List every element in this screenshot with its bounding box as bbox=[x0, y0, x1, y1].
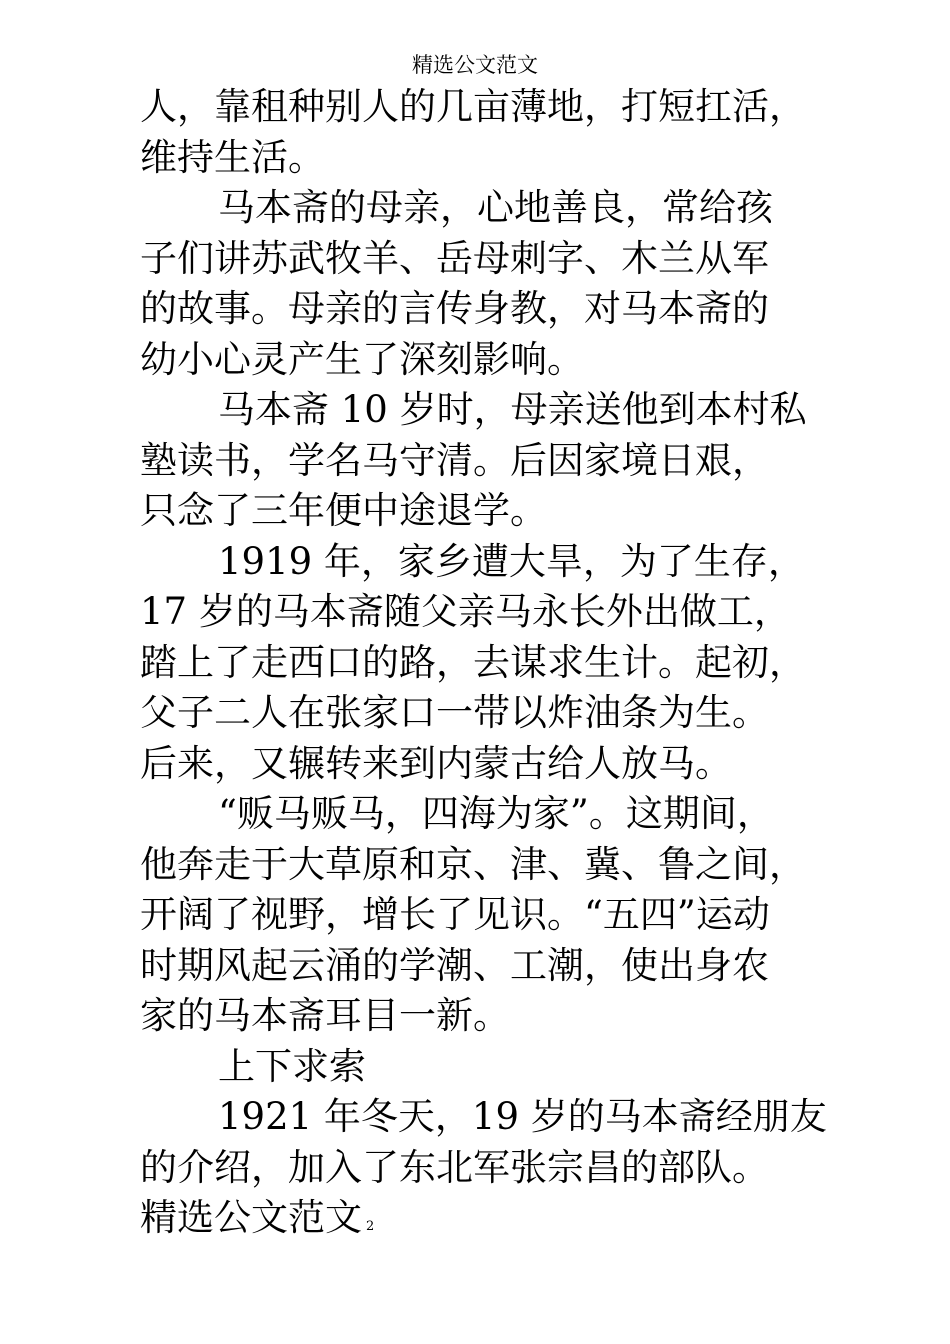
section-heading: 上下求索 bbox=[218, 1044, 366, 1088]
text-line: 维持生活。 bbox=[140, 135, 325, 179]
text-line: 家的马本斋耳目一新。 bbox=[140, 994, 510, 1037]
text-line: 的介绍，加入了东北军张宗昌的部队。 bbox=[140, 1145, 769, 1189]
text-line: 幼小心灵产生了深刻影响。 bbox=[140, 337, 584, 381]
text-line: 踏上了走西口的路，去谋求生计。起初， bbox=[140, 640, 806, 684]
text-line: 1921 年冬天，19 岁的马本斋经朋友 bbox=[218, 1095, 827, 1138]
text-line: 塾读书，学名马守清。后因家境日艰， bbox=[140, 438, 769, 482]
text-line: 马本斋的母亲，心地善良，常给孩 bbox=[218, 186, 773, 229]
text-line: 他奔走于大草原和京、津、冀、鲁之间， bbox=[140, 842, 806, 886]
page-footer bbox=[140, 1193, 820, 1244]
text-line: 马本斋 10 岁时，母亲送他到本村私 bbox=[218, 388, 807, 431]
text-line: 的故事。母亲的言传身教，对马本斋的 bbox=[140, 287, 769, 330]
page-number: 2 bbox=[366, 1219, 375, 1234]
text-line: “贩马贩马，四海为家”。这期间， bbox=[218, 792, 774, 835]
document-body bbox=[140, 82, 827, 1244]
text-line: 子们讲苏武牧羊、岳母刺字、木兰从军 bbox=[140, 236, 769, 280]
text-line: 后来，又辗转来到内蒙古给人放马。 bbox=[140, 741, 732, 785]
page-header: 精选公文范文 bbox=[412, 53, 538, 77]
text-line: 1919 年，家乡遭大旱，为了生存， bbox=[218, 539, 805, 583]
text-line: 只念了三年便中途退学。 bbox=[140, 489, 547, 532]
text-line: 人，靠租种别人的几亩薄地，打短扛活， bbox=[140, 85, 806, 128]
text-line: 开阔了视野，增长了见识。“五四”运动 bbox=[140, 893, 770, 936]
text-line: 17 岁的马本斋随父亲马永长外出做工， bbox=[140, 590, 791, 633]
text-line: 时期风起云涌的学潮、工潮，使出身农 bbox=[140, 943, 769, 987]
footer-title: 精选公文范文 bbox=[140, 1196, 362, 1239]
text-line: 父子二人在张家口一带以炸油条为生。 bbox=[140, 691, 769, 734]
